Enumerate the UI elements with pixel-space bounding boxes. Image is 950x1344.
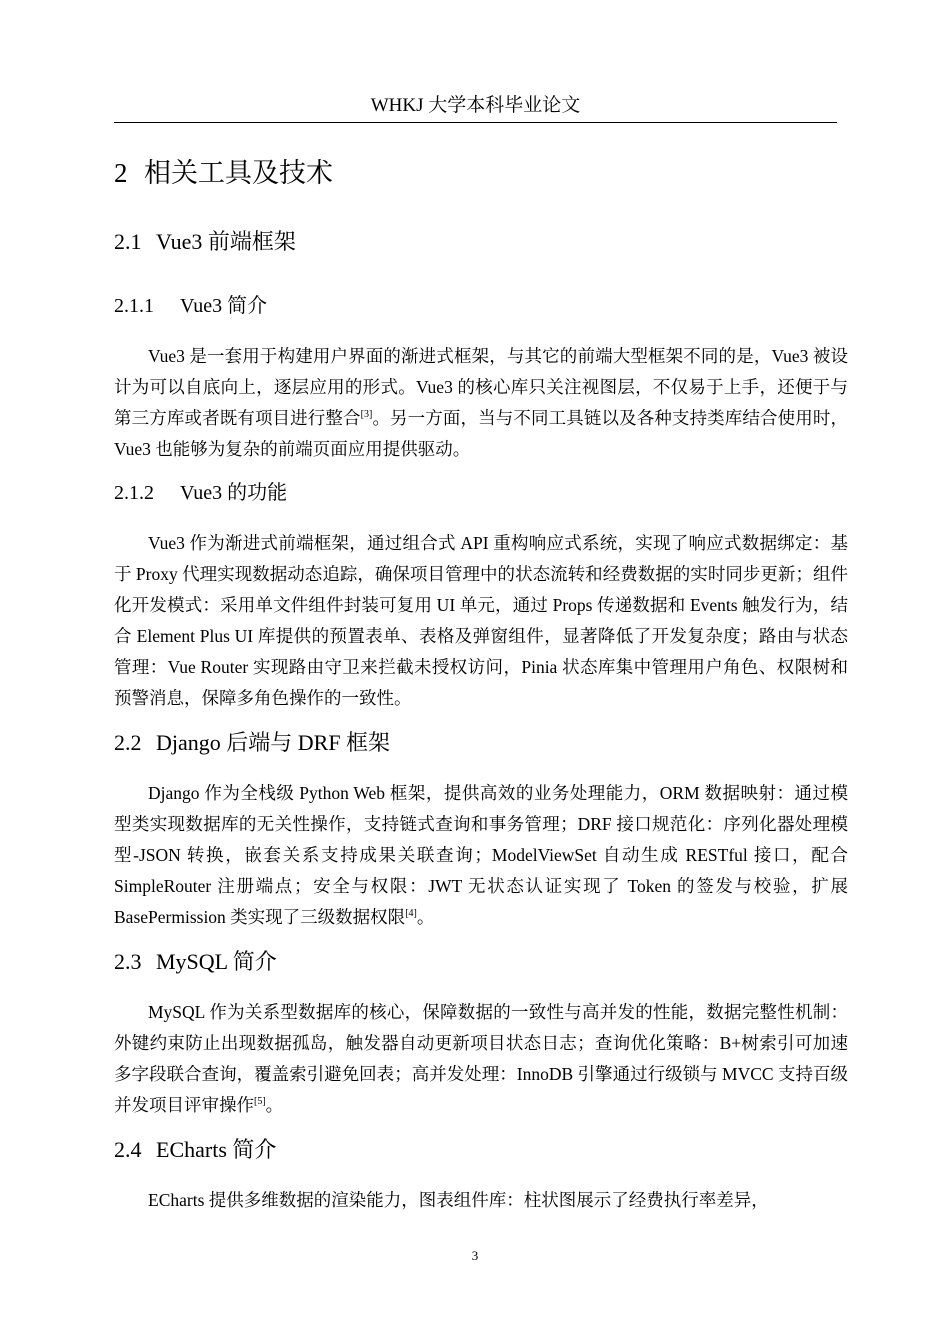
paragraph-vue3-features [114, 528, 848, 714]
paragraph-text: ECharts 提供多维数据的渲染能力，图表组件库：柱状图展示了经费执行率差异， [148, 1190, 769, 1210]
section-title: Django 后端与 DRF 框架 [156, 730, 391, 755]
paragraph-echarts [114, 1185, 848, 1216]
section-number: 2.2 [114, 730, 142, 755]
chapter-heading [114, 156, 333, 190]
section-number: 2.1 [114, 229, 142, 254]
section-2-4-heading [114, 1136, 276, 1164]
section-2-2-heading [114, 729, 390, 757]
section-number: 2.1.2 [114, 482, 154, 504]
section-number: 2.1.1 [114, 295, 154, 317]
paragraph-vue3-intro [114, 341, 848, 465]
section-title: Vue3 前端框架 [156, 229, 296, 254]
section-title: Vue3 的功能 [180, 482, 288, 504]
chapter-title: 相关工具及技术 [144, 158, 333, 188]
chapter-number: 2 [114, 158, 128, 188]
paragraph-text: Vue3 作为渐进式前端框架，通过组合式 API 重构响应式系统，实现了响应式数据绑定：基于 Proxy 代理实现数据动态追踪，确保项目管理中的状态流转和经费数据的实时同步更新；组件化开发模式：采用单文件组件封装可复用 UI 单元，通过 Props 传递数据和 Events 触发行为，结合 Element Plus UI 库提供的预置表单、表格及弹窗组件，显著降低了开发复杂度；路由与状态管理：Vue Router 实现路由守卫来拦截未授权访问，Pinia 状态库集中管理用户角色、权限树和预警消息，保障多角色操作的一致性。 [114, 533, 848, 708]
page-number: 3 [471, 1248, 479, 1263]
paragraph-mysql [114, 997, 848, 1121]
section-title: MySQL 简介 [156, 949, 277, 974]
section-2-1-2-heading [114, 480, 287, 506]
header-divider [114, 122, 837, 123]
citation: [3] [360, 409, 373, 420]
paragraph-text: 。另一方面，当与不同工具链以及各种支持类库结合使用时，Vue3 也能够为复杂的前端页面应用提供驱动。 [114, 408, 849, 459]
section-number: 2.4 [114, 1137, 142, 1162]
running-header [114, 94, 837, 122]
paragraph-text: 。 [265, 1095, 284, 1115]
citation: [5] [254, 1096, 266, 1107]
section-title: Vue3 简介 [180, 295, 268, 317]
section-title: ECharts 简介 [156, 1137, 277, 1162]
paragraph-text: Django 作为全栈级 Python Web 框架，提供高效的业务处理能力，ORM 数据映射：通过模型类实现数据库的无关性操作，支持链式查询和事务管理；DRF 接口规范化：序列化器处理模型-JSON 转换，嵌套关系支持成果关联查询；ModelViewSet 自动生成 RESTful 接口，配合 SimpleRouter 注册端点；安全与权限：JWT 无状态认证实现了 Token 的签发与校验，扩展 BasePermission 类实现了三级数据权限 [114, 783, 848, 927]
section-2-1-1-heading [114, 293, 267, 319]
section-2-3-heading [114, 948, 277, 976]
paragraph-django [114, 778, 848, 933]
paragraph-text: MySQL 作为关系型数据库的核心，保障数据的一致性与高并发的性能，数据完整性机制：外键约束防止出现数据孤岛，触发器自动更新项目状态日志；查询优化策略：B+树索引可加速多字段联合查询，覆盖索引避免回表；高并发处理：InnoDB 引擎通过行级锁与 MVCC 支持百级并发项目评审操作 [114, 1002, 848, 1115]
paragraph-text: Vue3 是一套用于构建用户界面的渐进式框架，与其它的前端大型框架不同的是，Vue3 被设计为可以自底向上，逐层应用的形式。Vue3 的核心库只关注视图层，不仅易于上手，还便于与第三方库或者既有项目进行整合 [114, 346, 848, 428]
citation: [4] [405, 908, 417, 919]
section-number: 2.3 [114, 949, 142, 974]
paragraph-text: 。 [416, 907, 435, 927]
section-2-1-heading [114, 228, 296, 256]
running-header-title: WHKJ 大学本科毕业论文 [370, 95, 581, 116]
